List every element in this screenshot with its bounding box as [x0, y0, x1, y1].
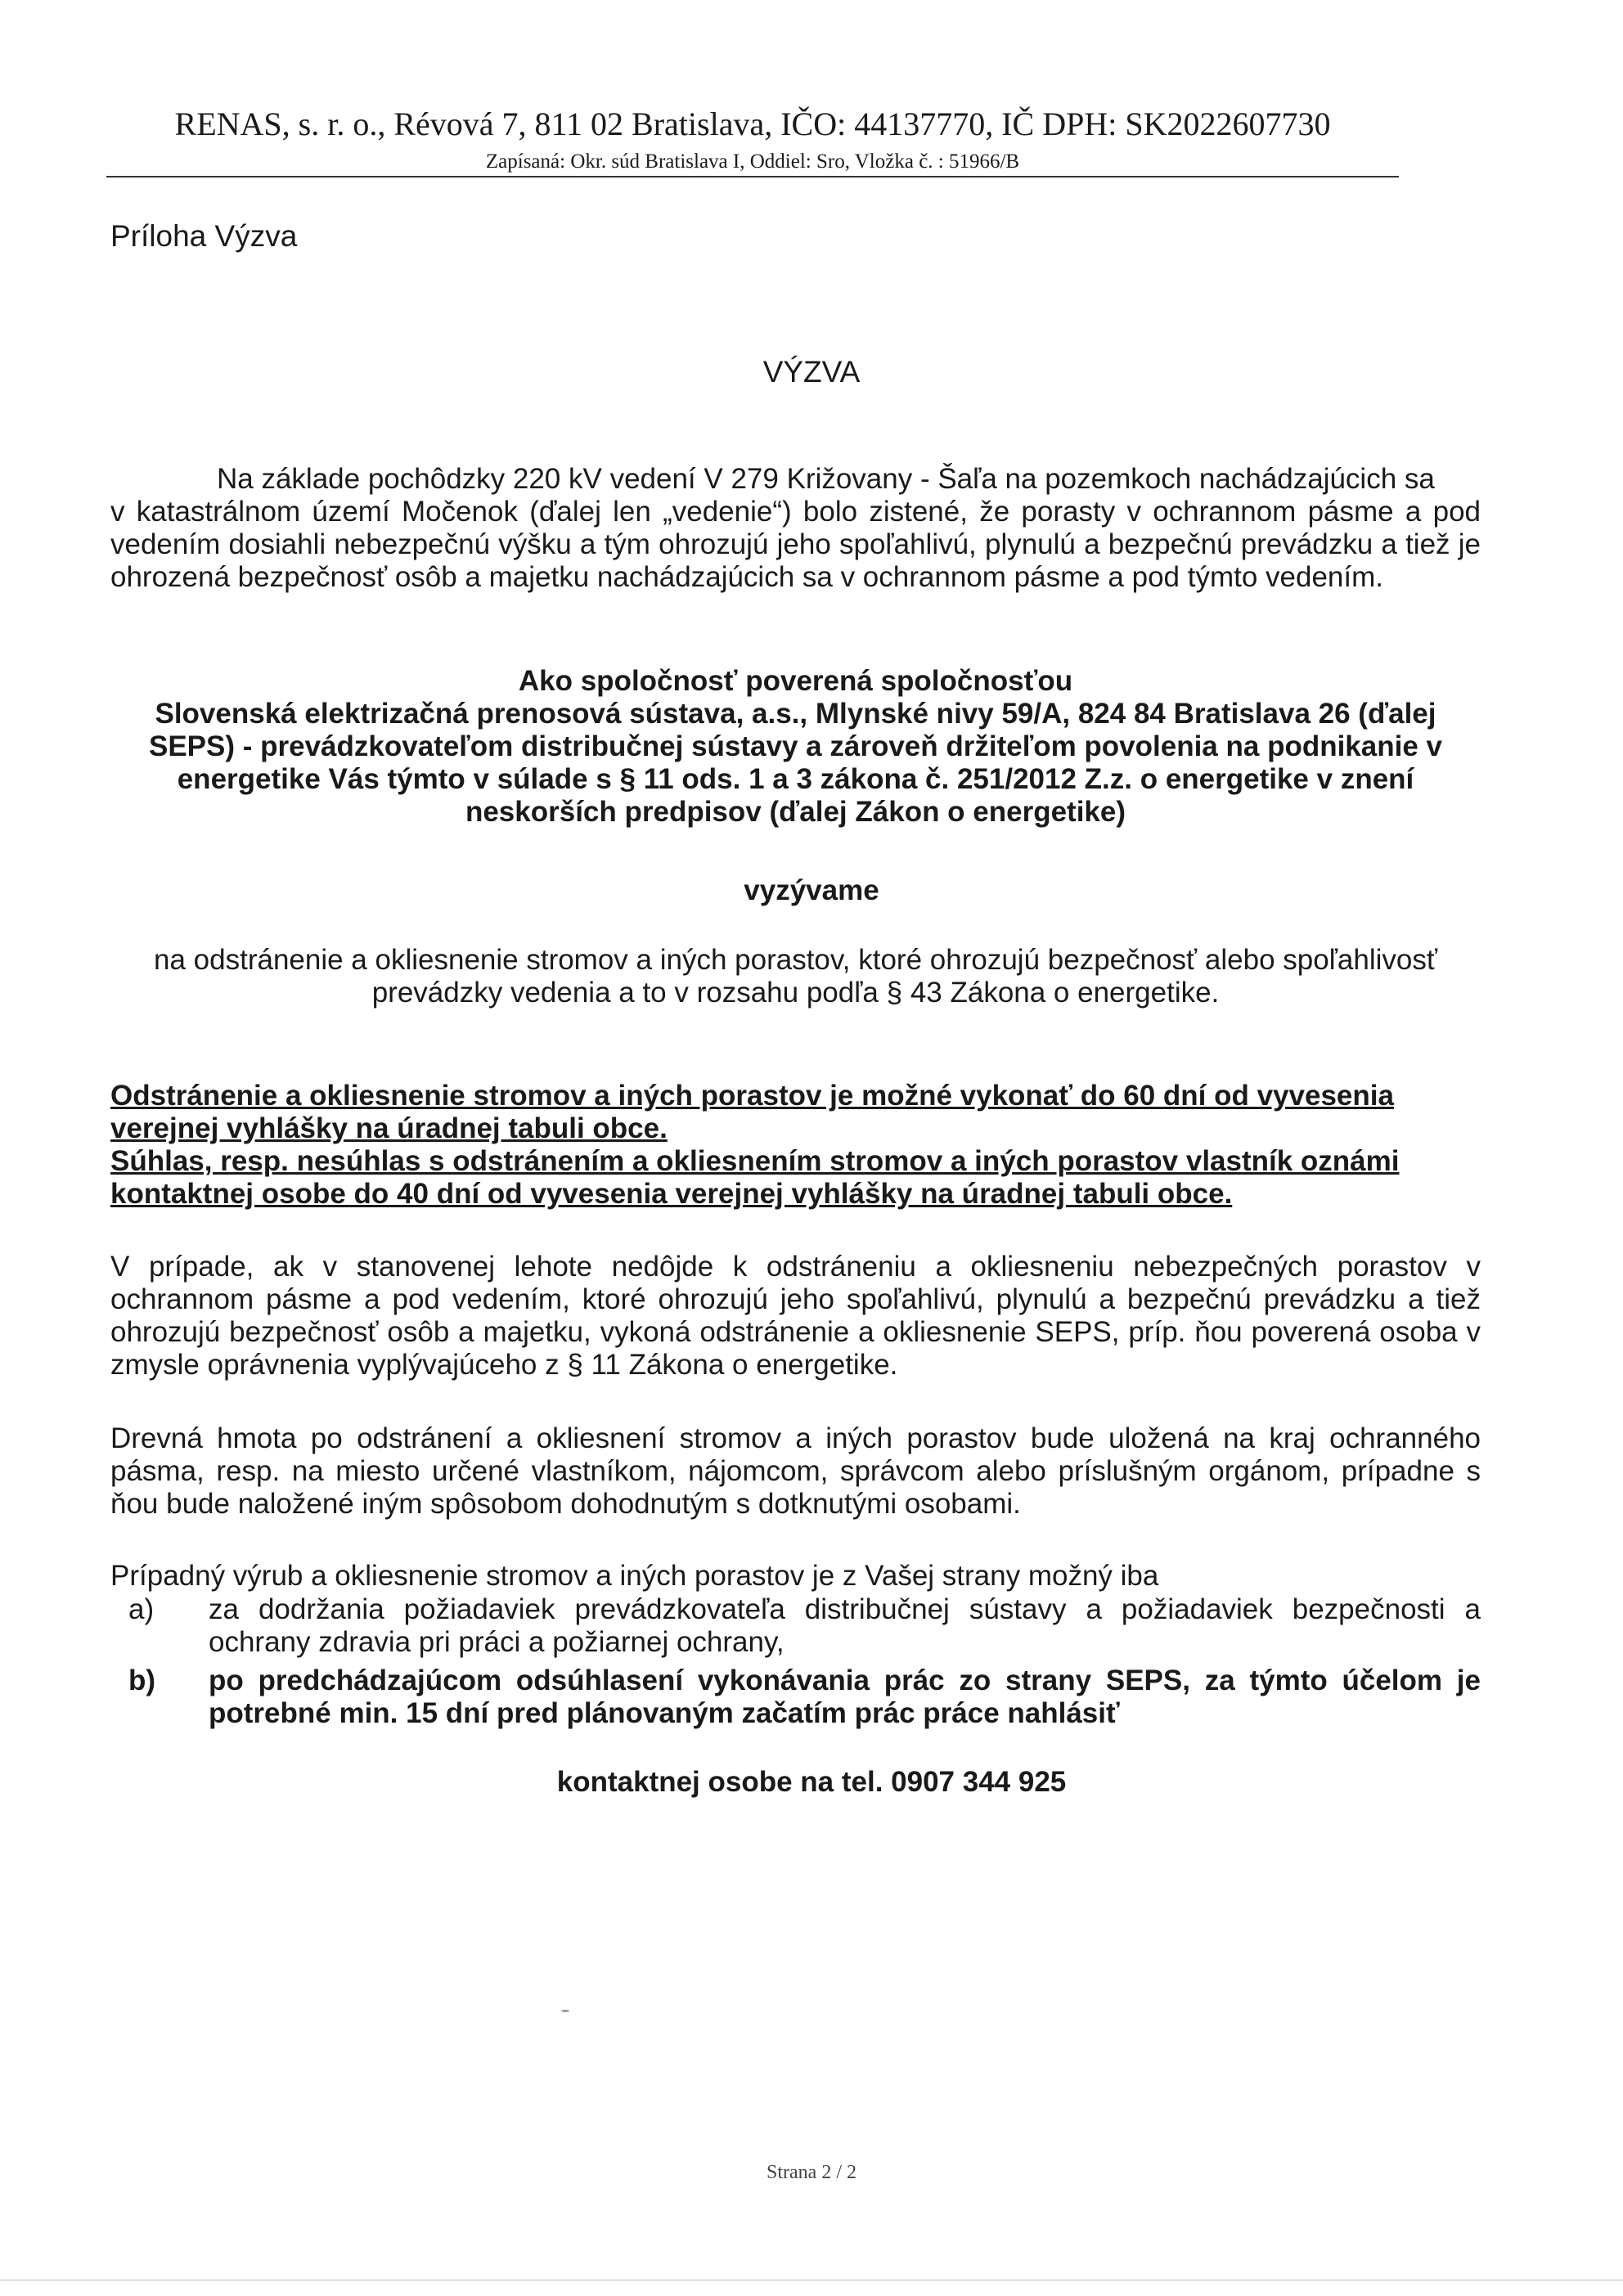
condition-marker: b)	[128, 1665, 156, 1696]
possible-removal-paragraph: Prípadný výrub a okliesnenie stromov a iných porastov je z Vašej strany možný iba	[110, 1560, 1159, 1592]
deadlines-block	[110, 1080, 1501, 1211]
header-divider	[106, 176, 1399, 177]
page-number: Strana 2 / 2	[767, 2162, 856, 2183]
purpose-line1: na odstránenie a okliesnenie stromov a iných porastov, ktoré ohrozujú bezpečnosť alebo spoľahlivosť	[154, 944, 1437, 976]
failure-paragraph: V prípade, ak v stanovenej lehote nedôjde k odstráneniu a okliesneniu nebezpečných porastov v ochrannom pásme a pod vedením, ktoré ohrozujú jeho spoľahlivú, plynulú a bezpečnú prevádzku a tiež ohrozujú bezpečnosť osôb a majetku, vykoná odstránenie a okliesnenie SEPS, príp. ňou poverená osoba v zmysle oprávnenia vyplývajúceho z § 11 Zákona o energetike.	[110, 1251, 1481, 1381]
document-title: VÝZVA	[762, 355, 861, 389]
purpose-line2: prevádzky vedenia a to v rozsahu podľa § 43 Zákona o energetike.	[371, 977, 1220, 1009]
call-verb: vyzývame	[744, 874, 879, 906]
authority-block	[110, 665, 1481, 829]
condition-item	[110, 1593, 1481, 1659]
condition-marker: a)	[128, 1593, 155, 1625]
authority-line1: Ako spoločnosť poverená spoločnosťou	[518, 665, 1073, 697]
contact-line: kontaktnej osobe na tel. 0907 344 925	[556, 1766, 1067, 1798]
intro-paragraph	[110, 463, 1481, 594]
wood-paragraph: Drevná hmota po odstránení a okliesnení stromov a iných porastov bude uložená na kraj ochranného pásma, resp. na miesto určené vlastníkom, nájomcom, správcom alebo príslušným orgánom, prípadne s ňou bude naložené iným spôsobom dohodnutým s dotknutými osobami.	[110, 1422, 1481, 1520]
intro-first-line: Na základe pochôdzky 220 kV vedení V 279 Križovany - Šaľa na pozemkoch nachádzajúcich sa	[217, 463, 1435, 495]
registration-info: Zapísaná: Okr. súd Bratislava I, Oddiel: Sro, Vložka č. : 51966/B	[485, 151, 1020, 173]
condition-item	[110, 1665, 1481, 1730]
removal-deadline: Odstránenie a okliesnenie stromov a iných porastov je možné vykonať do 60 dní od vyvesenia verejnej vyhlášky na úradnej tabuli obce.	[110, 1080, 1394, 1144]
intro-rest: v katastrálnom území Močenok (ďalej len „vedenie“) bolo zistené, že porasty v ochrannom pásme a pod vedením dosiahli nebezpečnú výšku a tým ohrozujú jeho spoľahlivú, plynulú a bezpečnú prevádzku a tiež je ohrozená bezpečnosť osôb a majetku nachádzajúcich sa v ochrannom pásme a pod týmto vedením.	[110, 496, 1481, 593]
authority-line2: Slovenská elektrizačná prenosová sústava, a.s., Mlynské nivy 59/A, 824 84 Bratislava 26 (ďalej SEPS) - prevádzkovateľom distribučnej sústavy a zároveň držiteľom povolenia na podnikanie v energetike Vás týmto v súlade s § 11 ods. 1 a 3 zákona č. 251/2012 Z.z. o energetike v znení neskorších predpisov (ďalej Zákon o energetike)	[148, 698, 1442, 828]
company-header: RENAS, s. r. o., Révová 7, 811 02 Bratislava, IČO: 44137770, IČ DPH: SK2022607730	[174, 106, 1331, 142]
condition-text: za dodržania požiadaviek prevádzkovateľa distribučnej sústavy a požiadaviek bezpečnosti a ochrany zdravia pri práci a požiarnej ochrany,	[209, 1593, 1481, 1658]
condition-text: po predchádzajúcom odsúhlasení vykonávania prác zo strany SEPS, za týmto účelom je potrebné min. 15 dní pred plánovaným začatím prác práce nahlásiť	[209, 1665, 1481, 1729]
consent-deadline: Súhlas, resp. nesúhlas s odstránením a okliesnením stromov a iných porastov vlastník oznámi kontaktnej osobe do 40 dní od vyvesenia verejnej vyhlášky na úradnej tabuli obce.	[110, 1145, 1400, 1210]
purpose-paragraph	[110, 944, 1481, 1009]
scan-speck	[561, 2010, 569, 2012]
attachment-label: Príloha Výzva	[110, 219, 298, 253]
